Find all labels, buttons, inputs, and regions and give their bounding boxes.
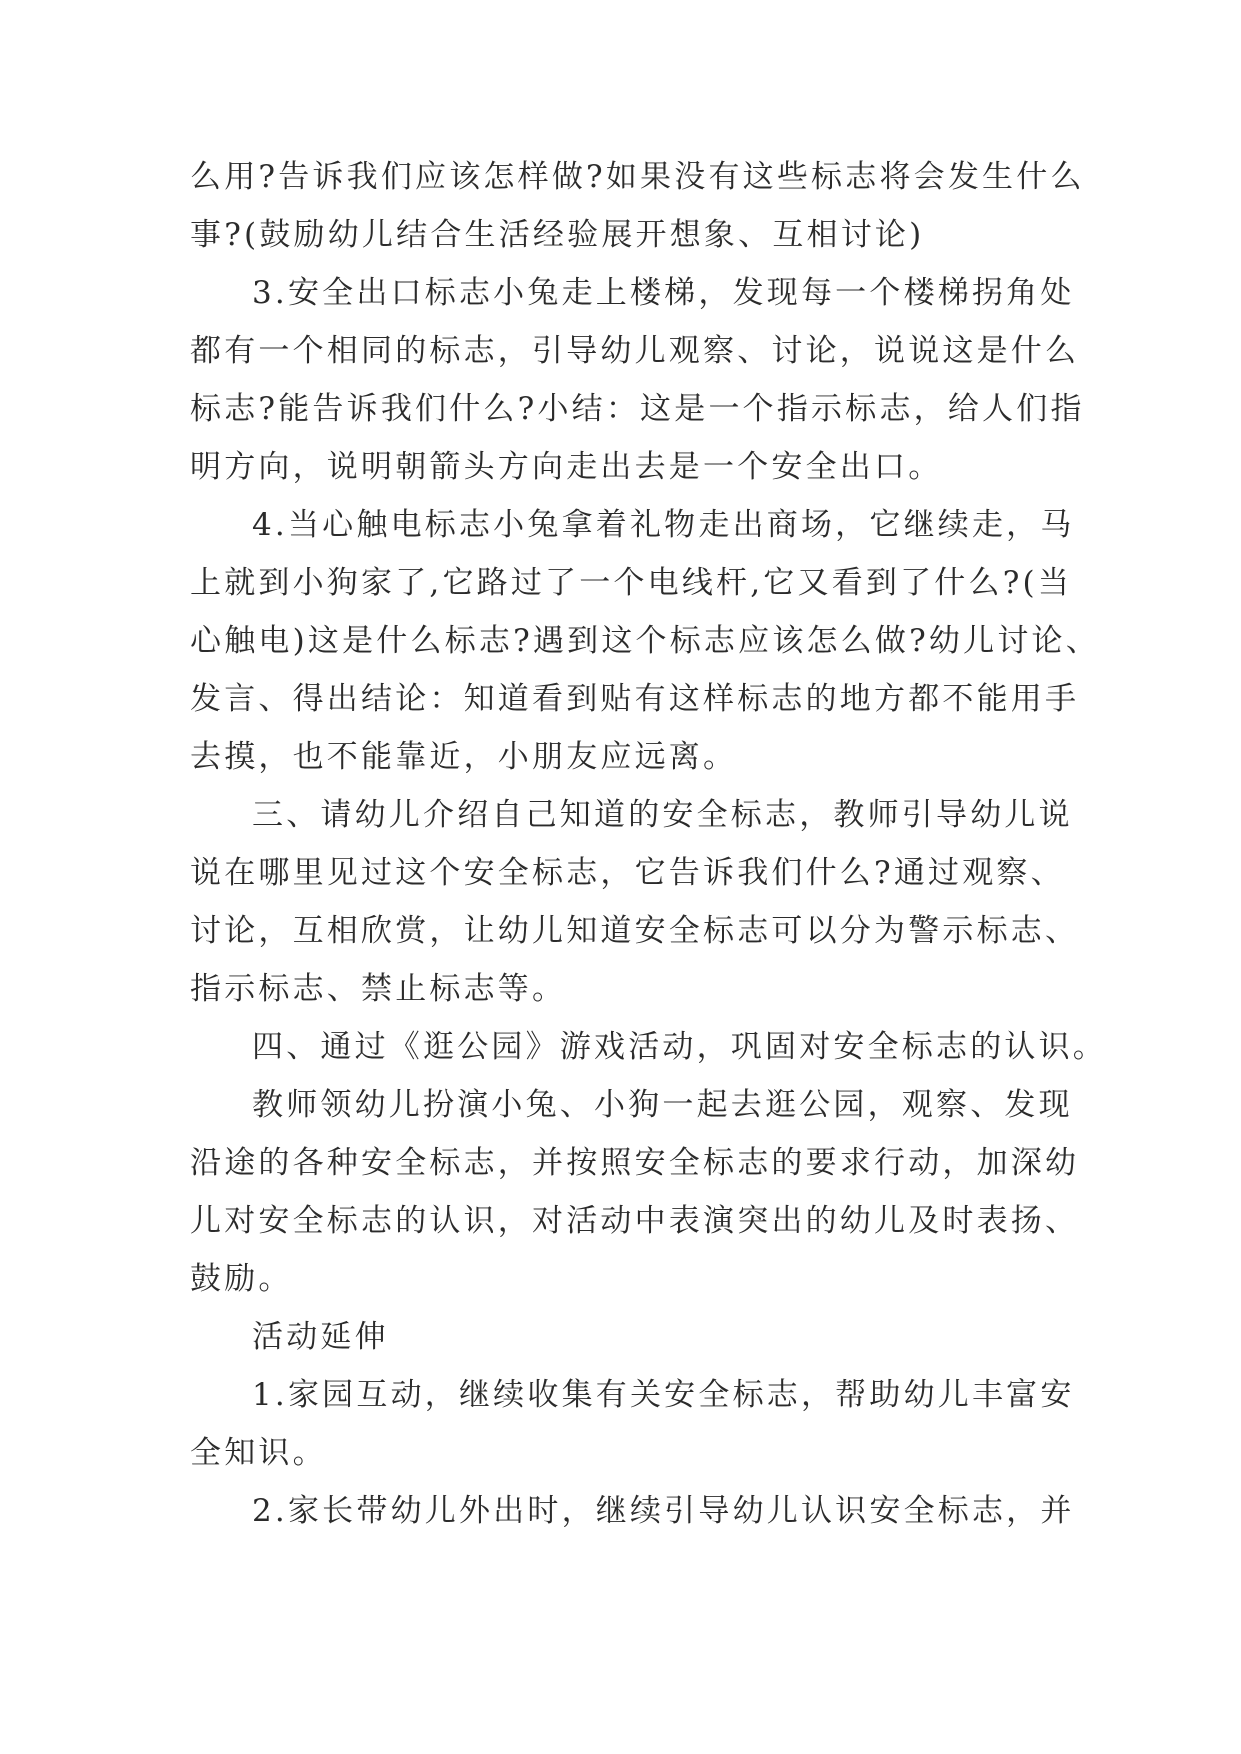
text-line: 明方向，说明朝箭头方向走出去是一个安全出口。: [190, 449, 943, 485]
text-line: 事?(鼓励幼儿结合生活经验展开想象、互相讨论): [190, 217, 925, 253]
text-line: 沿途的各种安全标志，并按照安全标志的要求行动，加深幼: [190, 1145, 1080, 1181]
text-line: 教师领幼儿扮演小兔、小狗一起去逛公园，观察、发现: [252, 1087, 1073, 1123]
text-line: 鼓励。: [190, 1261, 293, 1297]
text-line: 3.安全出口标志小兔走上楼梯，发现每一个楼梯拐角处: [252, 275, 1075, 311]
text-line: 去摸，也不能靠近，小朋友应远离。: [190, 739, 738, 775]
text-line: 都有一个相同的标志，引导幼儿观察、讨论，说说这是什么: [190, 333, 1080, 369]
text-line: 讨论，互相欣赏，让幼儿知道安全标志可以分为警示标志、: [190, 913, 1080, 949]
text-line: 四、通过《逛公园》游戏活动，巩固对安全标志的认识。: [252, 1029, 1107, 1065]
text-line: 2.家长带幼儿外出时，继续引导幼儿认识安全标志，并: [252, 1493, 1075, 1529]
text-line: 儿对安全标志的认识，对活动中表演突出的幼儿及时表扬、: [190, 1203, 1080, 1239]
text-line: 么用?告诉我们应该怎样做?如果没有这些标志将会发生什么: [190, 159, 1085, 195]
text-line: 三、请幼儿介绍自己知道的安全标志，教师引导幼儿说: [252, 797, 1073, 833]
section-heading: 活动延伸: [252, 1319, 389, 1355]
text-line: 发言、得出结论：知道看到贴有这样标志的地方都不能用手: [190, 681, 1080, 717]
text-line: 心触电)这是什么标志?遇到这个标志应该怎么做?幼儿讨论、: [190, 623, 1100, 659]
text-line: 指示标志、禁止标志等。: [190, 971, 567, 1007]
text-line: 上就到小狗家了,它路过了一个电线杆,它又看到了什么?(当: [190, 565, 1073, 601]
text-line: 4.当心触电标志小兔拿着礼物走出商场，它继续走，马: [252, 507, 1075, 543]
document-body: [190, 148, 1107, 1540]
text-line: 1.家园互动，继续收集有关安全标志，帮助幼儿丰富安: [252, 1377, 1075, 1413]
text-line: 说在哪里见过这个安全标志，它告诉我们什么?通过观察、: [190, 855, 1065, 891]
text-line: 全知识。: [190, 1435, 327, 1471]
text-line: 标志?能告诉我们什么?小结：这是一个指示标志，给人们指: [190, 391, 1085, 427]
